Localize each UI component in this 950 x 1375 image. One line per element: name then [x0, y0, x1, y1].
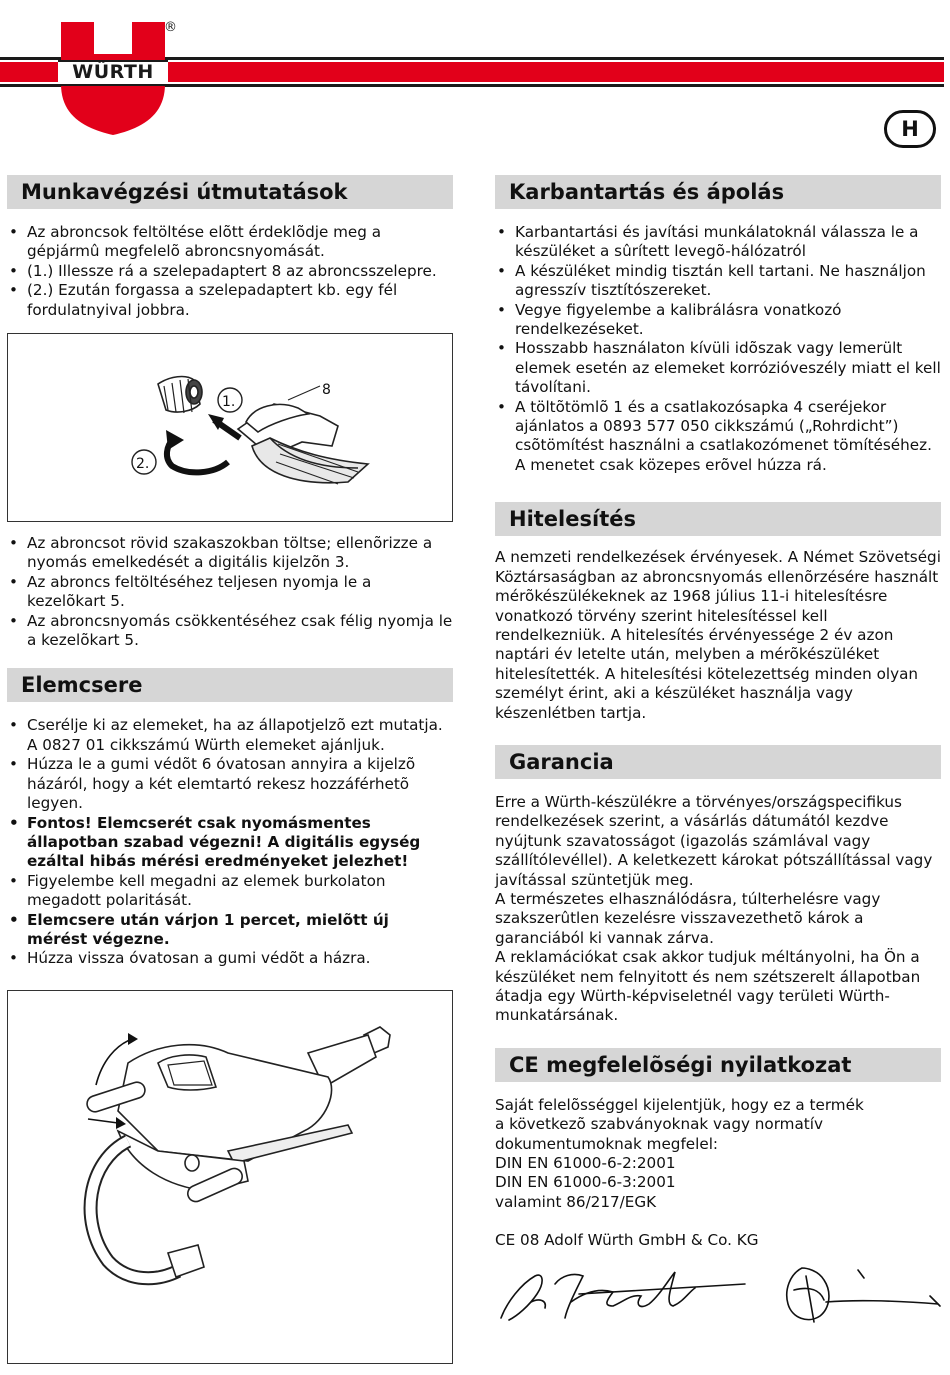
- signature-right: [780, 1256, 945, 1328]
- warranty-paragraph: Erre a Würth-készülékre a törvényes/országspecifikus rendelkezések szerint, a vásárlás dátumától kezdve nyújtunk szavatosságot (igazolás számlával vagy szállítólevéllel). A keletkezett károkat pótszállítással vagy javítással szüntetjük meg.: [495, 792, 933, 889]
- list-item: • Húzza vissza óvatosan a gumi védõt a házra.: [7, 949, 453, 968]
- work-list-a: [7, 223, 453, 320]
- list-item: • Elemcsere után várjon 1 percet, mielõtt új mérést végezne.: [7, 911, 453, 950]
- ce-line: a következõ szabványoknak vagy normatív: [495, 1115, 823, 1134]
- list-item: • Fontos! Elemcserét csak nyomásmentes állapotban szabad végezni! A digitális egység ezáltal hibás mérési eredményeket jelezhet!: [7, 814, 453, 872]
- list-item: • Figyelembe kell megadni az elemek burkolaton megadott polaritását.: [7, 872, 453, 911]
- logo-wordmark: WÜRTH: [72, 61, 154, 83]
- left-column: [7, 175, 453, 1364]
- section-title-warranty: Garancia: [495, 745, 941, 779]
- list-item: • Cserélje ki az elemeket, ha az állapotjelzõ ezt mutatja. A 0827 01 cikkszámú Würth elemeket ajánljuk.: [7, 716, 453, 755]
- valve-adapter-figure: [7, 333, 453, 522]
- warranty-paragraph: A reklamációkat csak akkor tudjuk méltányolni, ha Ön a készüléket nem felnyitott és nem szétszerelt állapotban átadja egy Würth-képviseletnél vagy területi Würth-munkatársának.: [495, 948, 921, 1025]
- calibration-text: A nemzeti rendelkezések érvényesek. A Német Szövetségi Köztársaságban az abroncsnyomás ellenõrzésére használt mérõkészülékeknek az 1968 július 11-i hitelesítésre vonatkozó törvény szerint hitelesítéssel kell rendelkezniük. A hitelesítés érvényessége 2 év azon naptári év letelte után, melyben a mérõkészüléket hitelesítették. A hitelesítési kötelezettség minden olyan személyt érint, aki a készüléket használja vagy készenlétben tartja.: [495, 548, 941, 722]
- section-title-battery: Elemcsere: [7, 668, 453, 702]
- list-item: [7, 262, 453, 281]
- list-item: • Hosszabb használaton kívüli idõszak vagy lemerült elemek esetén az elemeket korrózióveszély miatt el kell távolítani.: [495, 339, 941, 397]
- right-column: [495, 175, 941, 1251]
- ce-directive: valamint 86/217/EGK: [495, 1192, 657, 1211]
- list-item: • Vegye figyelembe a kalibrálásra vonatkozó rendelkezéseket.: [495, 301, 941, 340]
- ce-company: CE 08 Adolf Würth GmbH & Co. KG: [495, 1231, 759, 1250]
- work-list-b: [7, 534, 453, 650]
- figure-label-1: 1.: [222, 394, 236, 411]
- figure-label-8: 8: [322, 382, 331, 399]
- battery-list: [7, 716, 453, 968]
- battery-illustration: [8, 991, 452, 1363]
- section-title-ce: CE megfelelõségi nyilatkozat: [495, 1048, 941, 1082]
- ce-line: dokumentumoknak megfelel:: [495, 1134, 719, 1153]
- figure-label-2: 2.: [136, 456, 150, 473]
- list-item: • Az abroncsok feltöltése elõtt érdeklõdje meg a gépjármû megfelelõ abroncsnyomását.: [7, 223, 453, 262]
- list-item: • A készüléket mindig tisztán kell tartani. Ne használjon agresszív tisztítószereket.: [495, 262, 941, 301]
- section-title-care: Karbantartás és ápolás: [495, 175, 941, 209]
- list-item: • Húzza le a gumi védõt 6 óvatosan annyira a kijelzõ házáról, hogy a két elemtartó rekesz hozzáférhetõ legyen.: [7, 755, 453, 813]
- list-item: • Az abroncs feltöltéséhez teljesen nyomja le a kezelõkart 5.: [7, 573, 453, 612]
- signature-left: [495, 1262, 755, 1326]
- list-item-text: (1.) Illessze rá a szelepadaptert 8 az abroncsszelepre.: [27, 261, 437, 280]
- ce-standard: DIN EN 61000-6-2:2001: [495, 1154, 676, 1173]
- section-title-calibration: Hitelesítés: [495, 502, 941, 536]
- ce-body: [495, 1096, 941, 1251]
- warranty-body: [495, 793, 941, 1026]
- ce-line: Saját felelõsséggel kijelentjük, hogy ez a termék: [495, 1095, 864, 1114]
- battery-figure: [7, 990, 453, 1364]
- care-list: [495, 223, 941, 475]
- registered-mark: ®: [164, 20, 177, 35]
- list-item: • Az abroncsot rövid szakaszokban töltse; ellenõrizze a nyomás emelkedését a digitális kijelzõn 3.: [7, 534, 453, 573]
- list-item: • Karbantartási és javítási munkálatoknál válassza le a készüléket a sûrített levegõ-hálózatról: [495, 223, 941, 262]
- list-item: • Az abroncsnyomás csökkentéséhez csak félig nyomja le a kezelõkart 5.: [7, 612, 453, 651]
- ce-standard: DIN EN 61000-6-3:2001: [495, 1173, 676, 1192]
- section-title-work: Munkavégzési útmutatások: [7, 175, 453, 209]
- list-item: • A töltõtömlõ 1 és a csatlakozósapka 4 cseréjekor ajánlatos a 0893 577 050 cikkszámú („Rohrdicht”) csõtömítést használni a csatlakozómenet tömítéséhez. A menetet csak közepes erõvel húzza rá.: [495, 398, 941, 476]
- warranty-paragraph: A természetes elhasználódásra, túlterhelésre vagy szakszerûtlen kezelésre visszavezethetõ károk a garanciából ki vannak zárva.: [495, 889, 881, 947]
- list-item: • (2.) Ezután forgassa a szelepadaptert kb. egy fél fordulatnyival jobbra.: [7, 281, 453, 320]
- valve-adapter-illustration: [8, 334, 452, 521]
- language-badge: H: [884, 110, 936, 148]
